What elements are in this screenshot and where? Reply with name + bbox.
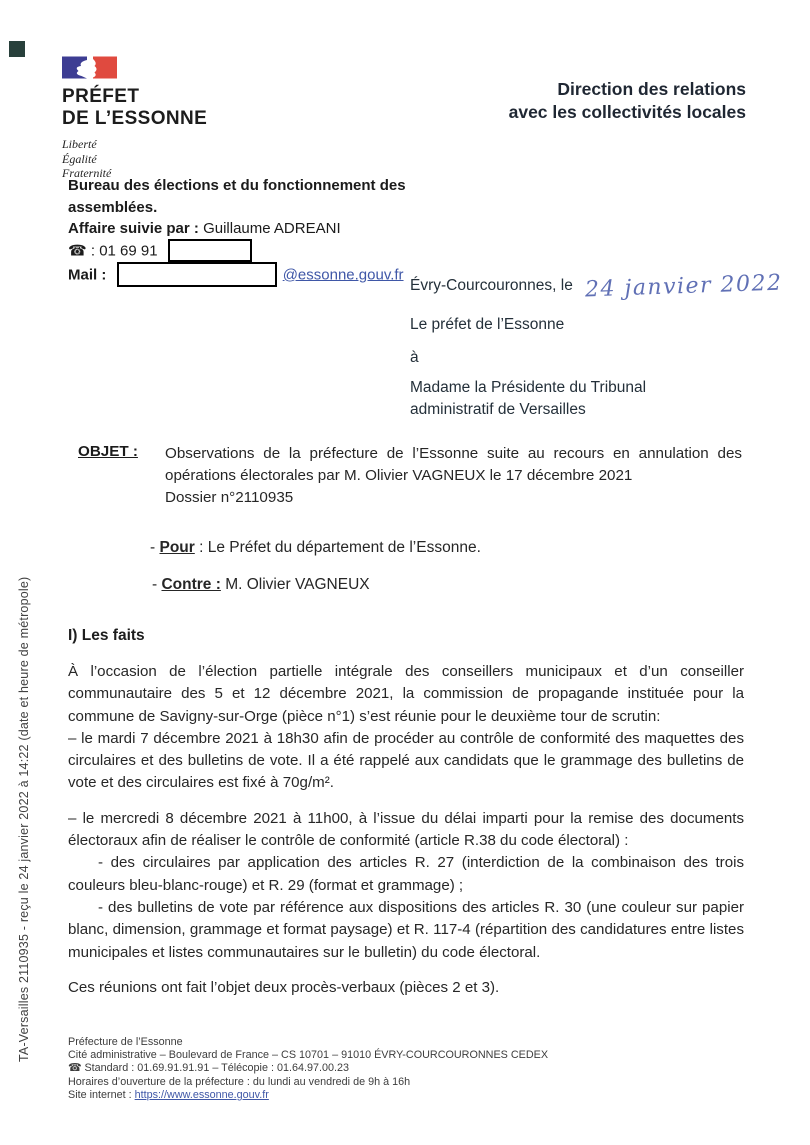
case-officer-name: Guillaume ADREANI [203,220,341,237]
letter-body [68,661,744,999]
paragraph-circulaires: - des circulaires par application des articles R. 27 (interdiction de la combinaison des trois couleurs bleu-blanc-rouge) et R. 29 (format et grammage) ; [68,854,744,894]
motto-egalite: Égalité [62,151,97,166]
place-date-line [410,270,784,303]
footer-phone-numbers: Standard : 01.69.91.91.91 – Télécopie : 01.64.97.00.23 [84,1062,349,1075]
footer-hours: Horaires d’ouverture de la préfecture : du lundi au vendredi de 9h à 16h [68,1075,411,1088]
case-officer-label: Affaire suivie par : [68,220,199,237]
sender-line: Le préfet de l’Essonne [410,316,565,333]
footer-address: Cité administrative – Boulevard de France – CS 10701 – 91010 ÉVRY-COURCOURONNES CEDEX [68,1049,549,1062]
contre-line [152,576,370,594]
paragraph-commission: À l’occasion de l’élection partielle intégrale des conseillers municipaux et d’un conseiller communautaire des 5 et 12 décembre 2021, la commission de propagande instituée pour la commune de Savigny-sur-Orge (pièce n°1) s’est réunie pour le deuxième tour de scrutin: [68,663,744,725]
department-title-line2: avec les collectivités locales [508,102,746,122]
pour-text: : Le Préfet du département de l’Essonne. [199,539,481,556]
motto-fraternite: Fraternité [62,166,112,180]
pour-dash: - [150,539,156,556]
objet-body [165,443,742,508]
contact-block [68,175,488,288]
mail-redaction-box [117,262,277,287]
mail-label: Mail : [68,265,107,283]
objet-text: Observations de la préfecture de l’Essonne suite au recours en annulation des opérations électorales par M. Olivier VAGNEUX le 17 décembre 2021 [165,445,742,484]
department-title-line1: Direction des relations [557,79,746,99]
scan-artifact-square [9,41,25,57]
motto-liberte: Liberté [62,137,97,151]
phone-icon: ☎ [68,241,87,259]
footer-phone-line [68,1062,548,1075]
footer-block [68,1036,548,1102]
addressee-line1: Madame la Présidente du Tribunal [410,379,647,396]
phone-number-partial: : 01 69 91 [90,241,158,259]
objet-label: OBJET : [78,443,138,460]
case-officer-line [68,218,488,240]
pour-line [150,539,481,557]
addressee-block [410,377,646,420]
footer-website-link[interactable]: https://www.essonne.gouv.fr [134,1088,269,1101]
paragraph-bulletins: - des bulletins de vote par référence aux dispositions des articles R. 30 (une couleur sur papier blanc, dimension, grammage et format paysage) et R. 117-4 (répartition des candidatures entre listes municipales et listes communautaires sur le bulletin) du code électoral. [68,898,744,961]
contre-label: Contre : [161,576,221,593]
place-date-prefix: Évry-Courcouronnes, le [410,277,573,294]
objet-dossier: Dossier n°2110935 [165,488,294,506]
prefet-title-line2: DE L’ESSONNE [62,108,208,129]
phone-line [68,240,488,263]
contre-dash: - [152,576,158,593]
department-title [509,78,746,124]
paragraph-mercredi-8-decembre: – le mercredi 8 décembre 2021 à 11h00, à l’issue du délai imparti pour la remise des documents électoraux afin de réaliser le contrôle de conformité (article R.38 du code électoral) : [68,809,744,850]
french-flag-marianne-icon [62,55,120,81]
prefecture-logo [62,55,282,181]
section-title-les-faits: I) Les faits [68,627,145,644]
footer-website-label: Site internet : [68,1088,132,1101]
to-particle: à [410,349,419,366]
republic-motto [62,137,282,181]
contre-text: M. Olivier VAGNEUX [225,576,370,593]
footer-prefecture-name: Préfecture de l’Essonne [68,1036,183,1048]
pour-label: Pour [159,539,195,556]
footer-website-line [68,1089,548,1102]
bureau-name: Bureau des élections et du fonctionnement des assemblées. [68,177,406,216]
handwritten-date: 24 janvier 2022 [584,270,784,303]
paragraph-mardi-7-decembre: – le mardi 7 décembre 2021 à 18h30 afin de procéder au contrôle de conformité des maquettes des circulaires et des bulletins de vote. Il a été rappelé aux candidats que le grammage des bulletins de vote et des circulaires est fixé à 70g/m². [68,729,744,792]
fax-receipt-stamp: TA-Versailles 2110935 - reçu le 24 janvier 2022 à 14:22 (date et heure de métropole) [17,576,31,1062]
addressee-line2: administratif de Versailles [410,400,586,418]
prefet-title-line1: PRÉFET [62,86,140,107]
mail-domain-link[interactable]: @essonne.gouv.fr [282,265,404,283]
paragraph-proces-verbaux: Ces réunions ont fait l’objet deux procès-verbaux (pièces 2 et 3). [68,978,500,996]
footer-phone-icon: ☎ [68,1062,82,1075]
phone-redaction-box [168,239,252,262]
